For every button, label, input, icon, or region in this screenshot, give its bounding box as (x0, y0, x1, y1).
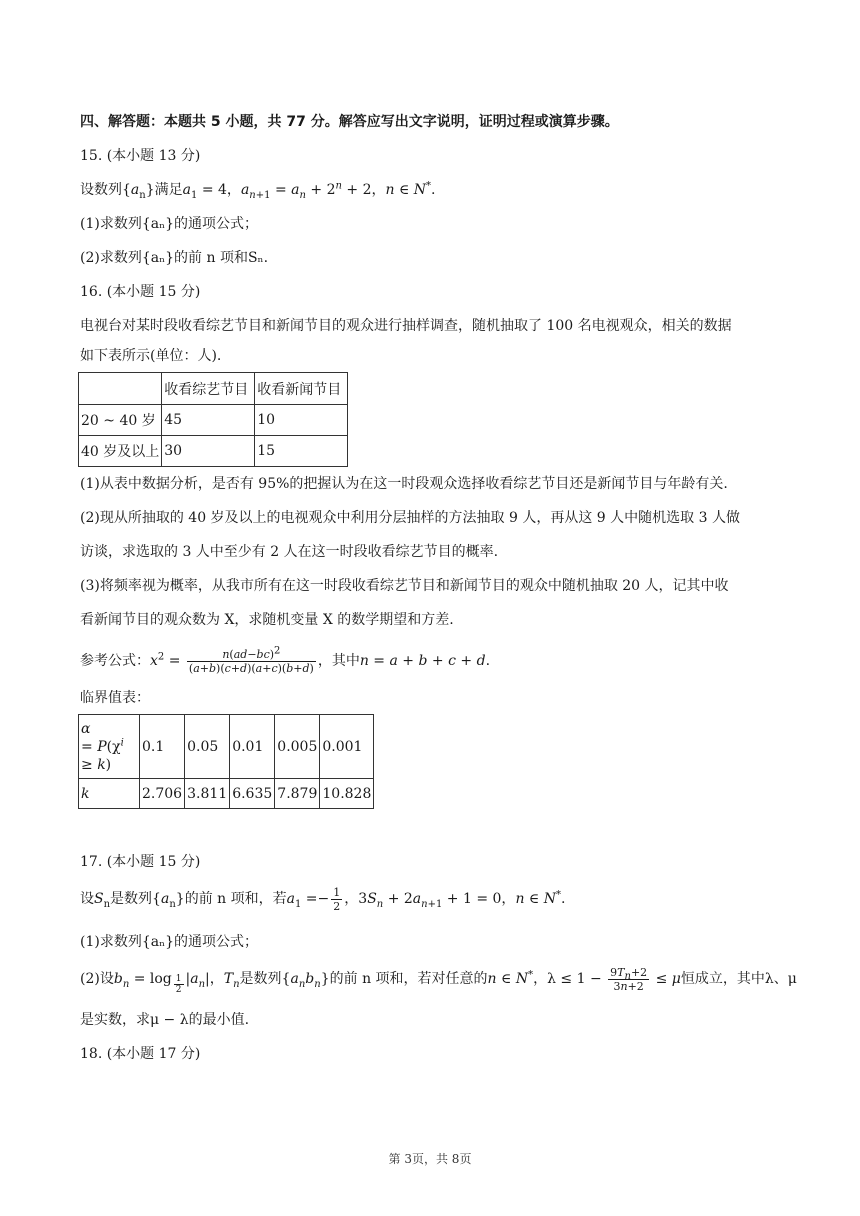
formula-label: 参考公式： (80, 653, 150, 669)
table-cell: 0.01 (230, 715, 275, 779)
section-heading: 四、解答题：本题共 5 小题，共 77 分。解答应写出文字说明，证明过程或演算步骤。 (80, 114, 619, 130)
q15-header: 15. (本小题 13 分) (80, 148, 201, 164)
q15-conditions: $a_1 = 4$，$a_{n+1} = a_n + 2^n + 2$，n ∈ N*. (182, 180, 436, 201)
table-header-cell (79, 373, 162, 405)
formula-n-definition: n = a + b + c + d. (359, 653, 491, 669)
q16-data-table (78, 372, 348, 467)
table-cell: 10 (255, 405, 348, 436)
table-cell: 2.706 (140, 779, 185, 809)
q16-header: 16. (本小题 15 分) (80, 284, 201, 300)
q17-part2 (80, 962, 797, 996)
q17-seq-symbol: $\{a_n\}$ (152, 891, 185, 910)
q17-part1: (1)求数列{aₙ}的通项公式； (80, 934, 259, 950)
q17-conditions: $a_1$ =− $\frac{1}{2}$ ，$3S_n + 2a_{n+1} + 1 = 0$，n ∈ N*. (286, 885, 566, 913)
q16-part3-line2: 看新闻节目的观众数为 X，求随机变量 X 的数学期望和方差. (80, 612, 454, 628)
q18-header: 18. (本小题 17 分) (80, 1046, 201, 1062)
table-cell: 20 ~ 40 岁 (79, 405, 162, 436)
table-cell: 30 (162, 436, 255, 467)
q16-part3-line1: (3)将频率视为概率，从我市所有在这一时段收看综艺节目和新闻节目的观众中随机抽取 20 人，记其中收 (80, 578, 729, 594)
table-cell: 0.05 (185, 715, 230, 779)
alpha-row-header: α = $P(\chi^i$ ≥ k) (79, 715, 140, 779)
q17-anbn-symbol: $\{a_nb_n\}$ (281, 971, 330, 990)
formula-tail: ，其中 (317, 653, 360, 669)
table-cell: 15 (255, 436, 348, 467)
q17-bn-definition: $b_n = \log$ $_{\frac{1}{2}}$ $|a_n|$，$T_n$ (113, 971, 240, 995)
q15-seq-symbol: $\{a_n\}$ (122, 182, 155, 201)
table-cell: 0.1 (140, 715, 185, 779)
q17-part2-line2: 是实数，求μ − λ的最小值. (80, 1012, 250, 1028)
table-row (79, 436, 348, 467)
q15-stem-mid: 满足 (154, 182, 183, 198)
table-cell: 45 (162, 405, 255, 436)
q15-part1: (1)求数列{aₙ}的通项公式； (80, 216, 259, 232)
q16-stem-line2: 如下表所示(单位：人). (80, 348, 222, 364)
critical-value-label: 临界值表： (80, 690, 150, 706)
table-cell: 10.828 (320, 779, 374, 809)
q17-stem-mid2: 的前 n 项和，若 (184, 891, 287, 907)
table-header-cell: 收看综艺节目 (162, 373, 255, 405)
q17-stem (80, 884, 565, 914)
q16-part2-line2: 访谈，求选取的 3 人中至少有 2 人在这一时段收看综艺节目的概率. (80, 544, 499, 560)
q17-inequality: n ∈ N*，λ ≤ 1 − $\frac{9T_n+2}{3n+2}$ ≤ μ (487, 965, 681, 993)
q17-stem-prefix: 设 (80, 891, 94, 907)
q17-part2-mid: 是数列 (239, 971, 282, 987)
k-row (79, 779, 374, 809)
table-cell: 3.811 (185, 779, 230, 809)
table-header-row (79, 373, 348, 405)
q17-part2-prefix: (2)设 (80, 971, 114, 987)
formula-chi-square: $x^2$ = $\frac{n(ad-bc)^2}{(a+b)(c+d)(a+c)(b+d)}$ (150, 644, 314, 675)
q15-stem-prefix: 设数列 (80, 182, 122, 198)
k-row-header: k (79, 779, 140, 809)
q15-part2: (2)求数列{aₙ}的前 n 项和Sₙ. (80, 250, 269, 266)
page-footer: 第 3页，共 8页 (388, 1152, 472, 1166)
q16-formula (80, 646, 490, 676)
q15-stem (80, 180, 436, 200)
table-header-cell: 收看新闻节目 (255, 373, 348, 405)
q17-stem-mid: 是数列 (110, 891, 153, 907)
alpha-row (79, 715, 374, 779)
table-cell: 0.005 (275, 715, 320, 779)
q17-header: 17. (本小题 15 分) (80, 854, 201, 870)
table-row (79, 405, 348, 436)
q16-part2-line1: (2)现从所抽取的 40 岁及以上的电视观众中利用分层抽样的方法抽取 9 人，再从这 9 人中随机选取 3 人做 (80, 510, 740, 526)
table-cell: 40 岁及以上 (79, 436, 162, 467)
q17-part2-mid2: 的前 n 项和，若对任意的 (329, 971, 488, 987)
table-cell: 7.879 (275, 779, 320, 809)
table-cell: 6.635 (230, 779, 275, 809)
critical-value-table (78, 714, 374, 809)
table-cell: 0.001 (320, 715, 374, 779)
q16-stem-line1: 电视台对某时段收看综艺节目和新闻节目的观众进行抽样调查，随机抽取了 100 名电视观众，相关的数据 (80, 318, 732, 334)
q16-part1: (1)从表中数据分析，是否有 95%的把握认为在这一时段观众选择收看综艺节目还是新闻节目与年龄有关. (80, 476, 728, 492)
q17-part2-tail: 恒成立，其中λ、μ (680, 971, 797, 987)
q17-sn-symbol: $S_n$ (94, 891, 111, 910)
